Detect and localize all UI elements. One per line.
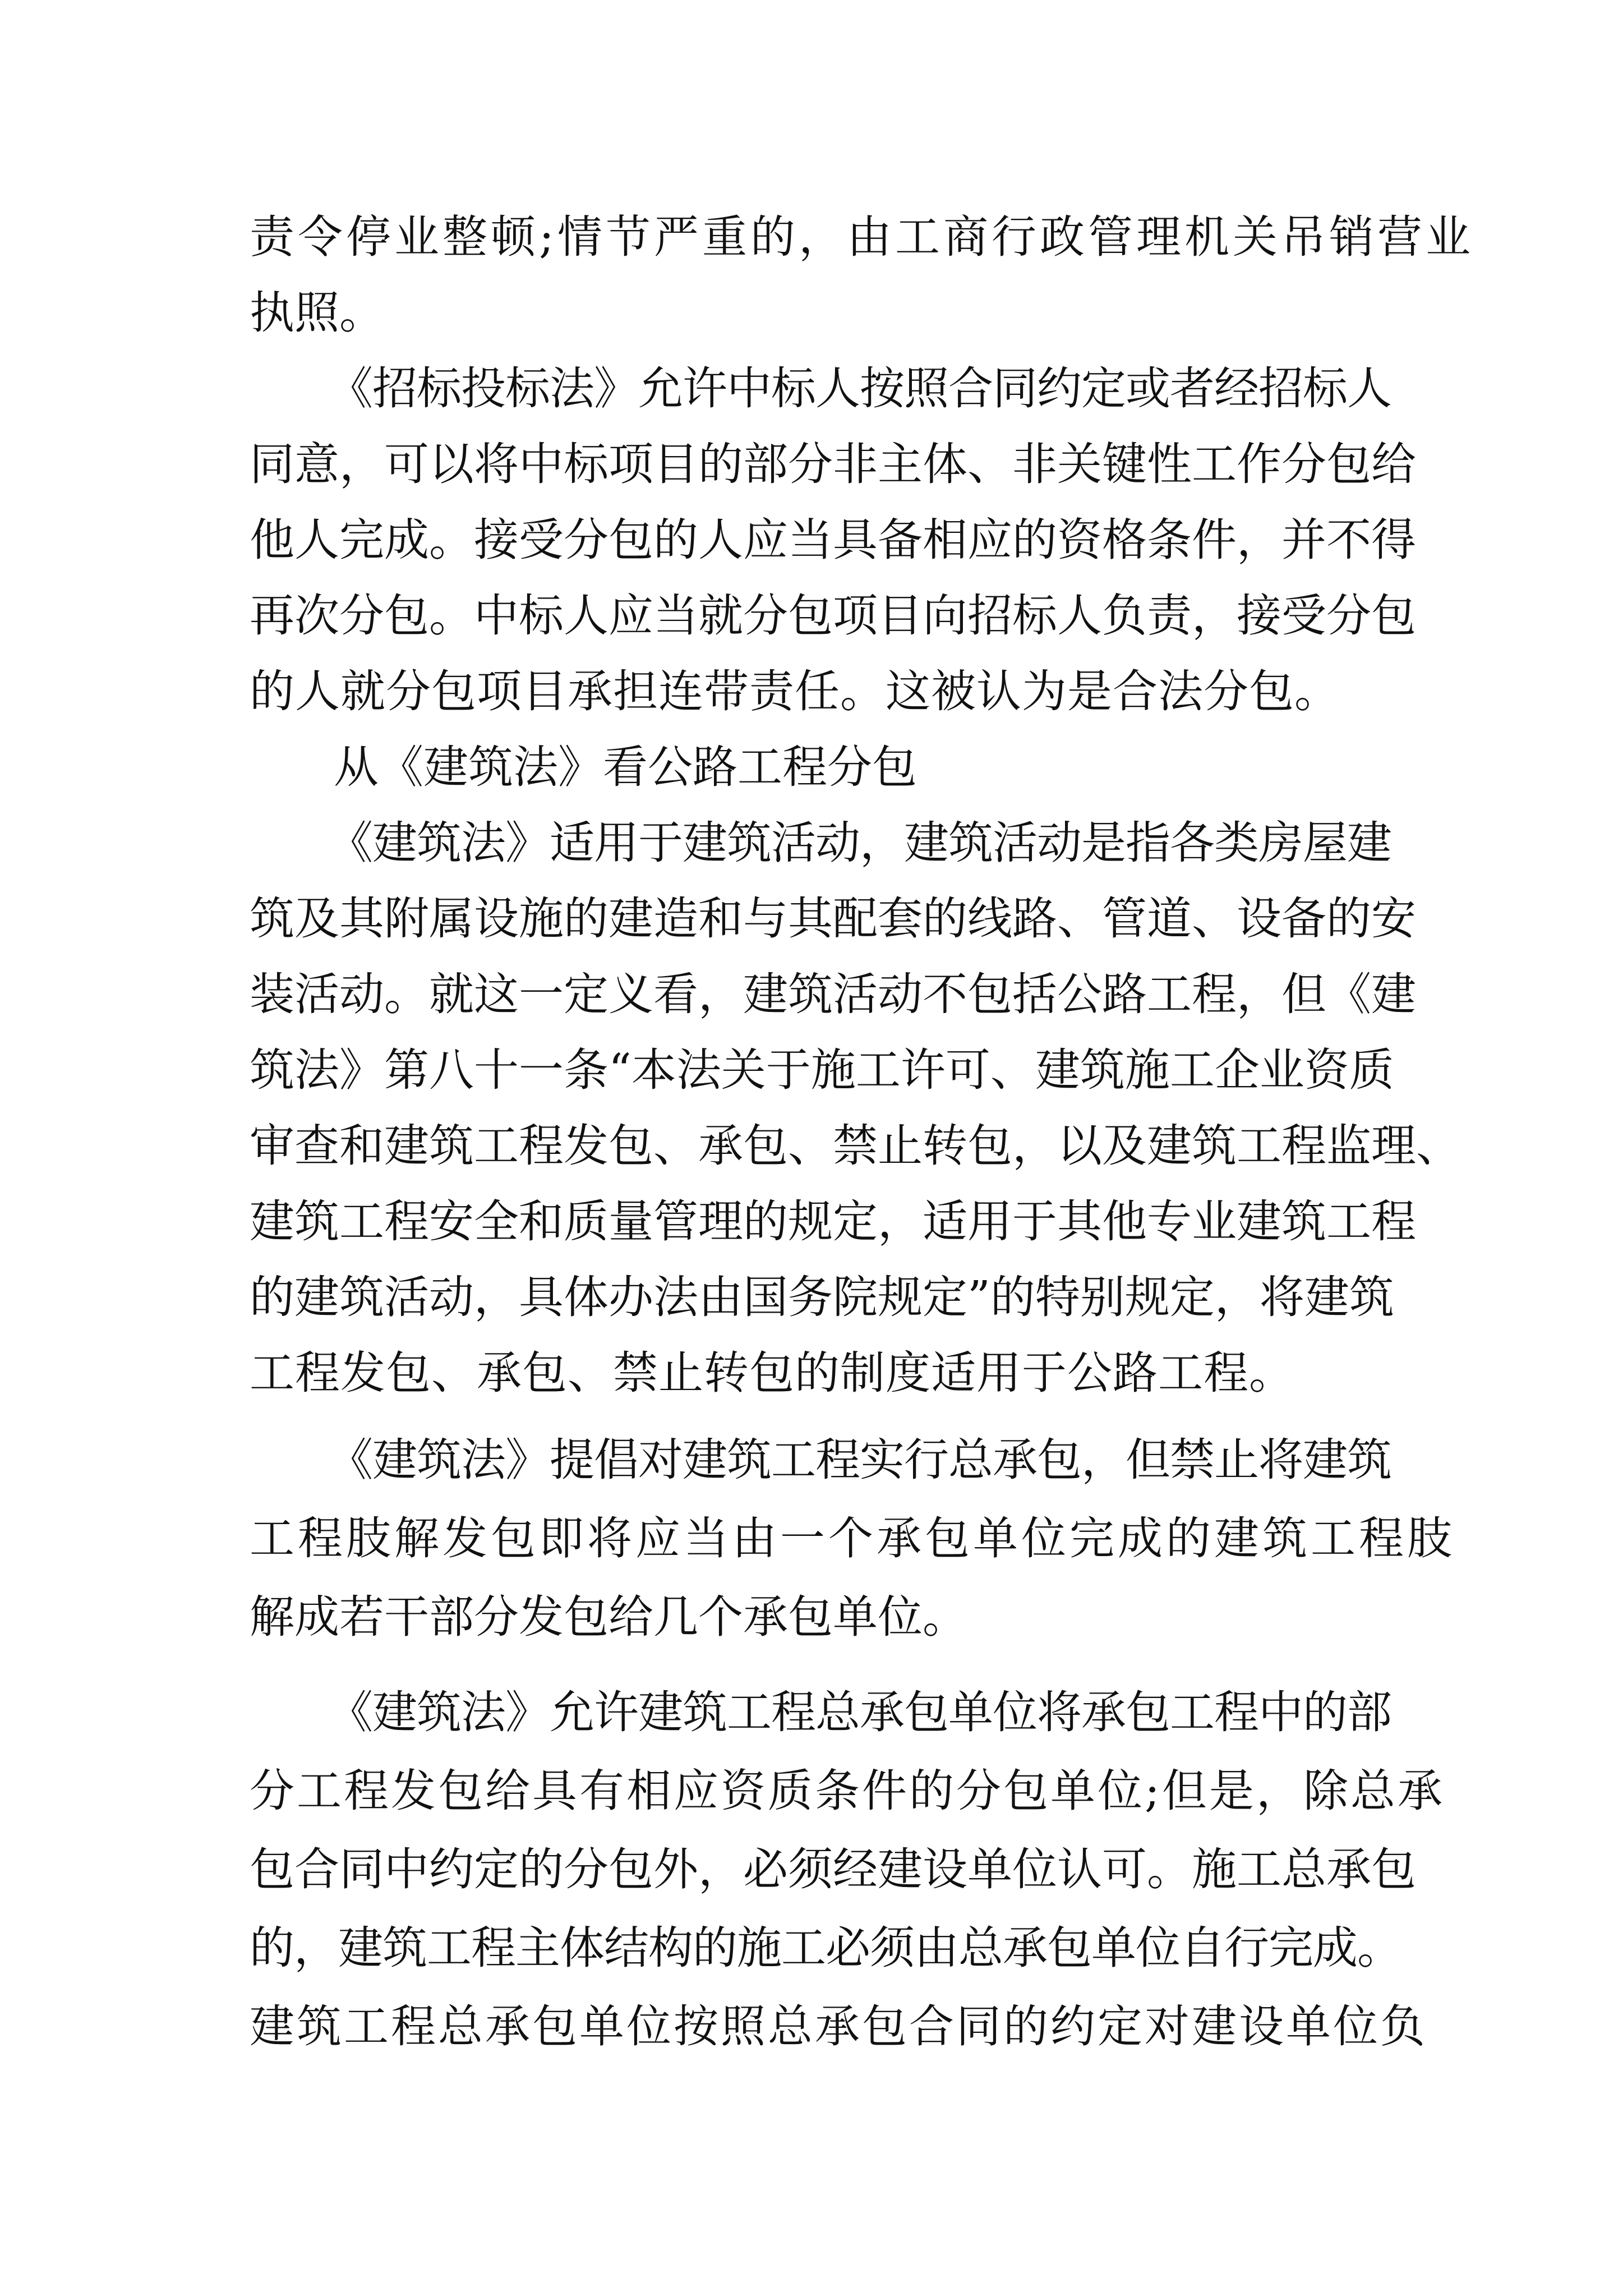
- text-line: 《建筑法》允许建筑工程总承包单位将承包工程中的部: [328, 1686, 1391, 1738]
- text-line: 解成若干部分发包给几个承包单位。: [250, 1591, 967, 1643]
- text-line: 建筑工程总承包单位按照总承包合同的约定对建设单位负: [250, 2000, 1427, 2053]
- text-line: 的，建筑工程主体结构的施工必须由总承包单位自行完成。: [250, 1922, 1401, 1974]
- text-line: 工程发包、承包、禁止转包的制度适用于公路工程。: [250, 1347, 1294, 1399]
- text-line: 分工程发包给具有相应资质条件的分包单位;但是，除总承: [250, 1765, 1445, 1817]
- text-line: 工程肢解发包即将应当由一个承包单位完成的建筑工程肢: [250, 1512, 1455, 1565]
- text-line: 审查和建筑工程发包、承包、禁止转包，以及建筑工程监理、: [250, 1120, 1461, 1172]
- text-line: 他人完成。接受分包的人应当具备相应的资格条件，并不得: [250, 514, 1416, 566]
- text-line: 《招标投标法》允许中标人按照合同约定或者经招标人: [328, 362, 1391, 415]
- text-line: 《建筑法》提倡对建筑工程实行总承包，但禁止将建筑: [328, 1434, 1391, 1486]
- section-heading: 从《建筑法》看公路工程分包: [334, 741, 917, 793]
- text-line: 的人就分包项目承担连带责任。这被认为是合法分包。: [250, 665, 1340, 717]
- text-line: 《建筑法》适用于建筑活动，建筑活动是指各类房屋建: [328, 817, 1391, 869]
- text-line: 执照。: [250, 287, 384, 339]
- text-line: 包合同中约定的分包外，必须经建设单位认可。施工总承包: [250, 1843, 1416, 1895]
- text-line: 的建筑活动，具体办法由国务院规定”的特别规定，将建筑: [250, 1271, 1394, 1323]
- text-line: 再次分包。中标人应当就分包项目向招标人负责，接受分包: [250, 590, 1416, 642]
- text-line: 建筑工程安全和质量管理的规定，适用于其他专业建筑工程: [250, 1195, 1416, 1248]
- text-line: 同意，可以将中标项目的部分非主体、非关键性工作分包给: [250, 438, 1416, 490]
- text-line: 筑法》第八十一条“本法关于施工许可、建筑施工企业资质: [250, 1044, 1394, 1096]
- text-line: 责令停业整顿;情节严重的，由工商行政管理机关吊销营业: [250, 211, 1474, 263]
- text-line: 装活动。就这一定义看，建筑活动不包括公路工程，但《建: [250, 968, 1416, 1020]
- text-line: 筑及其附属设施的建造和与其配套的线路、管道、设备的安: [250, 892, 1416, 945]
